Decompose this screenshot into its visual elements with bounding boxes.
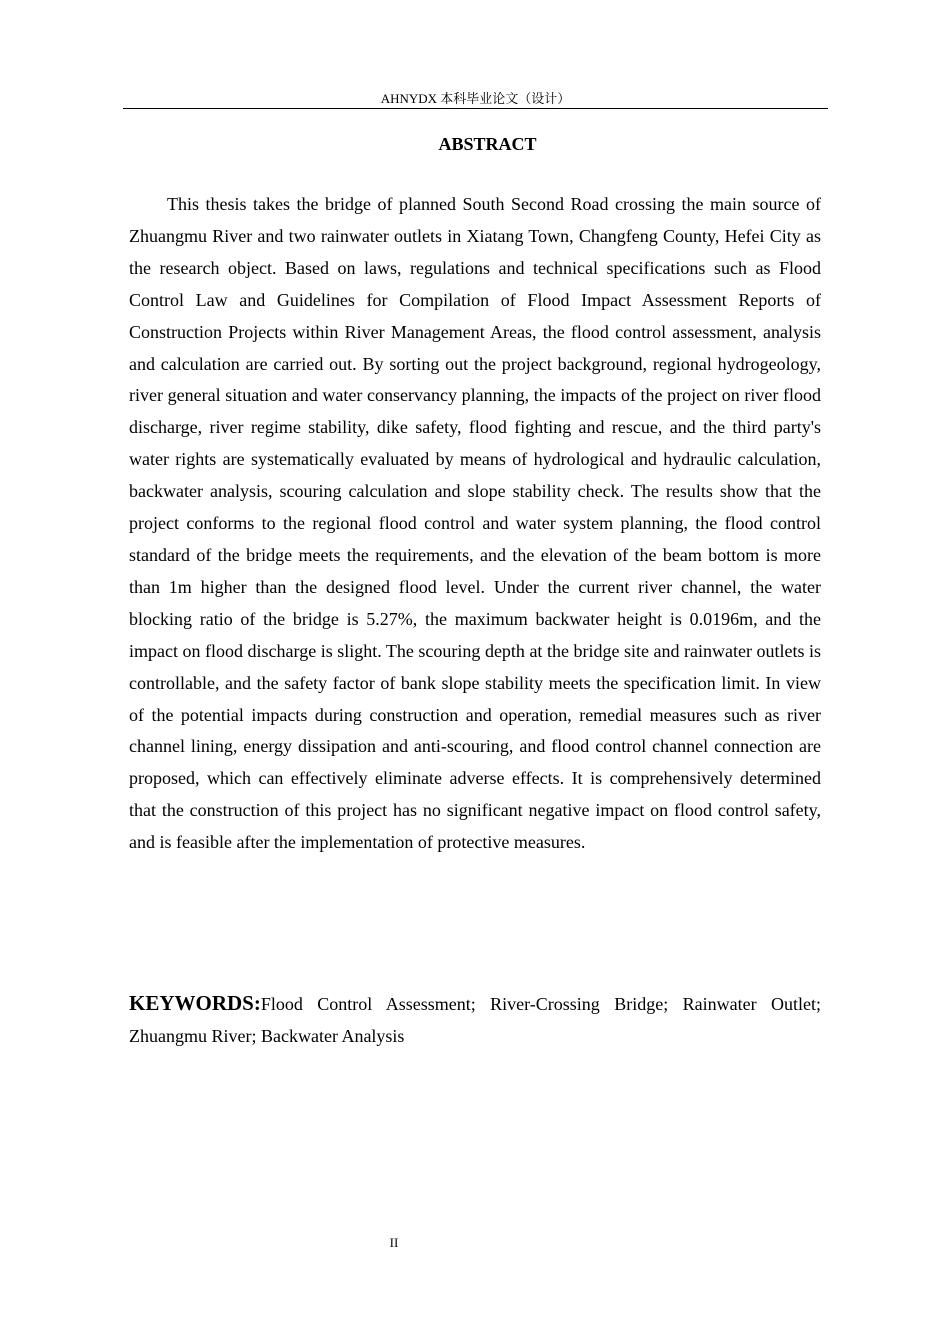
keywords-label: KEYWORDS: — [129, 991, 261, 1015]
abstract-title: ABSTRACT — [438, 134, 537, 154]
running-header-title: AHNYDX 本科毕业论文（设计） — [380, 91, 571, 106]
keywords-text: Flood Control Assessment; River-Crossing Bridge; Rainwater Outlet; Zhuangmu River; Backwater Analysis — [129, 994, 821, 1046]
keywords-paragraph — [129, 987, 821, 1052]
page-number: II — [389, 1235, 399, 1250]
abstract-body: This thesis takes the bridge of planned South Second Road crossing the main source of Zhuangmu River and two rainwater outlets in Xiatang Town, Changfeng County, Hefei City as the research object. Based on laws, regulations and technical specifications such as Flood Control Law and Guidelines for Compilation of Flood Impact Assessment Reports of Construction Projects within River Management Areas, the flood control assessment, analysis and calculation are carried out. By sorting out the project background, regional hydrogeology, river general situation and water conservancy planning, the impacts of the project on river flood discharge, river regime stability, dike safety, flood fighting and rescue, and the third party's water rights are systematically evaluated by means of hydrological and hydraulic calculation, backwater analysis, scouring calculation and slope stability check. The results show that the project conforms to the regional flood control and water system planning, the flood control standard of the bridge meets the requirements, and the elevation of the beam bottom is more than 1m higher than the designed flood level. Under the current river channel, the water blocking ratio of the bridge is 5.27%, the maximum backwater height is 0.0196m, and the impact on flood discharge is slight. The scouring depth at the bridge site and rainwater outlets is controllable, and the safety factor of bank slope stability meets the specification limit. In view of the potential impacts during construction and operation, remedial measures such as river channel lining, energy dissipation and anti-scouring, and flood control channel connection are proposed, which can effectively eliminate adverse effects. It is comprehensively determined that the construction of this project has no significant negative impact on flood control safety, and is feasible after the implementation of protective measures. — [129, 194, 821, 853]
running-header — [123, 90, 828, 109]
